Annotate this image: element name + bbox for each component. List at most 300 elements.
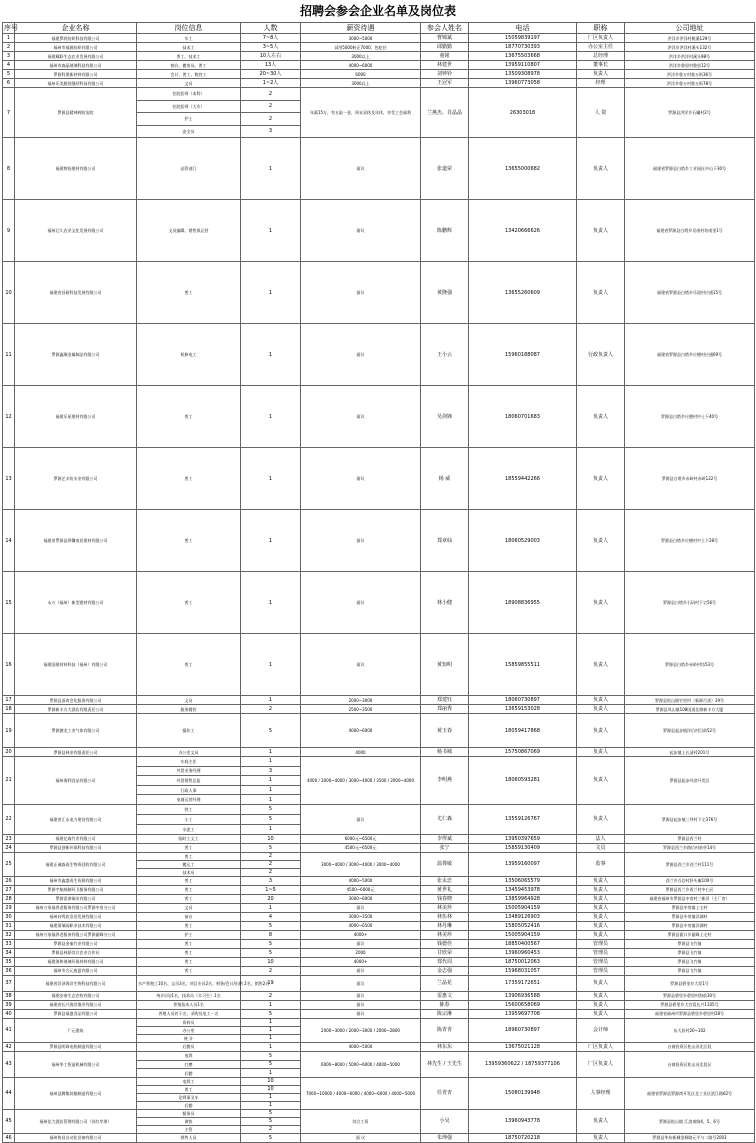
row-no: 34 (3, 948, 15, 957)
row-no: 39 (3, 1000, 15, 1009)
contact-name: 陈鹏辉 (421, 200, 469, 262)
salary: 4000~5000 (301, 876, 421, 885)
company-address: 罗源县飞竹镇 (625, 939, 755, 948)
company-name: 福州市福源纺织有限公司 (15, 43, 137, 52)
position: 会计、普工、数控工 (137, 70, 241, 79)
company-address: 罗源县白塔乡赤岭村坊53号 (625, 634, 755, 696)
headcount: 5 (241, 1060, 301, 1069)
table-row (3, 921, 755, 930)
company-address: 罗源县飞竹镇 (625, 957, 755, 966)
row-no: 16 (3, 634, 15, 696)
headcount: 1 (241, 1042, 301, 1051)
table-row (3, 991, 755, 1000)
table-row (3, 975, 755, 991)
headcount: 5 (241, 1109, 301, 1117)
table-row (3, 804, 755, 814)
job-title: 董事长 (577, 61, 625, 70)
headcount: 1 (241, 1101, 301, 1109)
contact-name: 王小云 (421, 324, 469, 386)
position: 小工 (137, 814, 241, 824)
salary: 面议 (301, 634, 421, 696)
row-no: 38 (3, 991, 15, 1000)
table-row (3, 572, 755, 634)
company-address: 罗源县白塔乡石码村下宅56号 (625, 572, 755, 634)
position: 住院医师（本科） (137, 88, 241, 101)
table-row (3, 324, 755, 386)
job-title: 负责人 (577, 921, 625, 930)
phone: 13960943778 (469, 1109, 577, 1133)
headcount: 1 (241, 1026, 301, 1034)
job-title: 负责人 (577, 1000, 625, 1009)
contact-name: 甘欣荣 (421, 948, 469, 957)
contact-name: 童铭 (421, 52, 469, 61)
headcount: 1 (241, 634, 301, 696)
salary: 3000~6000 (301, 894, 421, 903)
company-address: 东大居村20~102 (625, 1018, 755, 1042)
phone: 18770730393 (469, 43, 577, 52)
position: 普工 (137, 510, 241, 572)
job-title: 会计师 (577, 1018, 625, 1042)
headcount: 1 (241, 138, 301, 200)
headcount: 1 (241, 1069, 301, 1078)
job-title: 管理员 (577, 948, 625, 957)
company-address: 洪洋乡鲁里村鲁里12号 (625, 61, 755, 70)
header-position: 岗位信息 (137, 23, 241, 34)
position: 铁工 (137, 804, 241, 814)
header-address: 公司地址 (625, 23, 755, 34)
contact-name: 黄知明 (421, 634, 469, 696)
company-address: 福建省罗源县罗源湾开发区北工业区滨江路62号 (625, 1077, 755, 1109)
phone: 13859964928 (469, 894, 577, 903)
headcount: 1 (241, 262, 301, 324)
row-no: 4 (3, 61, 15, 70)
position: 电焊工 (137, 1077, 241, 1085)
company-address: 福建省罗源县白塔乡吴南村坊南里1号 (625, 200, 755, 262)
company-name: 福州芯久农业文化发展有限公司 (15, 200, 137, 262)
contact-name: 雷惠文 (421, 991, 469, 1000)
phone: 15859130409 (469, 843, 577, 852)
contact-name: 张永忠 (421, 876, 469, 885)
company-address: 罗源县霍口乡霍峰上宅村 (625, 930, 755, 939)
position: 统 计 (137, 1034, 241, 1042)
header-title: 职称 (577, 23, 625, 34)
job-title: 负责人 (577, 894, 625, 903)
job-title: 负责人 (577, 930, 625, 939)
row-no: 46 (3, 1133, 15, 1142)
row-no: 2 (3, 43, 15, 52)
job-title: 管理员 (577, 966, 625, 975)
position: 外贸业务经理 (137, 766, 241, 776)
salary: 面议 (301, 386, 421, 448)
row-no: 11 (3, 324, 15, 386)
company-name: 福州协昌自动化设备有限公司 (15, 1133, 137, 1142)
row-no: 43 (3, 1051, 15, 1077)
salary: 2500~3500 (301, 705, 421, 714)
phone: 15005904159 (469, 930, 577, 939)
phone: 18060529003 (469, 510, 577, 572)
row-no: 41 (3, 1018, 15, 1042)
headcount: 10人左右 (241, 52, 301, 61)
company-name: 罗源县精神病防治院 (15, 88, 137, 138)
salary: 4000+ (301, 957, 421, 966)
phone: 15968031057 (469, 966, 577, 975)
headcount: 2 (241, 860, 301, 868)
table-row (3, 1077, 755, 1085)
phone: 15805052416 (469, 921, 577, 930)
company-address: 罗源县碧里乡碧里村海前30号 (625, 991, 755, 1000)
headcount: 1 (241, 200, 301, 262)
phone: 26303018 (469, 88, 577, 138)
headcount: 2 (241, 1125, 301, 1133)
position: 普工 (137, 876, 241, 885)
headcount: 1 (241, 572, 301, 634)
headcount: 1 (241, 748, 301, 757)
row-no: 36 (3, 966, 15, 975)
job-title: 总经理 (577, 52, 625, 61)
table-row (3, 634, 755, 696)
phone: 13459453978 (469, 885, 577, 894)
salary: 面议 (301, 966, 421, 975)
salary: 3000以上 (301, 79, 421, 88)
headcount: 5 (241, 1009, 301, 1018)
headcount: 1 (241, 785, 301, 795)
company-name: 福州市合元废夏有限公司 (15, 966, 137, 975)
salary: 面议 (301, 262, 421, 324)
position: 车间主任 (137, 757, 241, 767)
phone: 18060730897 (469, 696, 577, 705)
company-name: 罗源县林业有限责任公司 (15, 748, 137, 757)
table-row (3, 852, 755, 860)
job-title: 负责人 (577, 1133, 625, 1142)
salary: 面议 (301, 510, 421, 572)
job-title: 负责人 (577, 714, 625, 748)
headcount: 5 (241, 804, 301, 814)
row-no: 10 (3, 262, 15, 324)
company-name: 福建正诚森再生物资回收有限公司 (15, 852, 137, 876)
company-name: 罗源德龙工业气体有限公司 (15, 714, 137, 748)
position: 调协 (137, 1117, 241, 1125)
company-name: 福建乐星建材有限公司 (15, 386, 137, 448)
company-name: 福州海利食品有限公司 (15, 757, 137, 805)
phone: 18750720218 (469, 1133, 577, 1142)
contact-name: 郑建钰 (421, 696, 469, 705)
phone: 13509308978 (469, 70, 577, 79)
phone: 18060593281 (469, 757, 577, 805)
company-address: 罗源县洪洋乡石罐村2号 (625, 88, 755, 138)
contact-name: 杨 威 (421, 448, 469, 510)
position: 普工 (137, 948, 241, 957)
table-row (3, 1133, 755, 1142)
position: 后勤 (137, 1069, 241, 1078)
job-title: 负责人 (577, 912, 625, 921)
salary: 年薪15万，有五险一金，周末双休及年休，享受工会福利 (301, 88, 421, 138)
salary: 3000以上 (301, 52, 421, 61)
job-title: 行政负责人 (577, 324, 625, 386)
phone: 13959160097 (469, 852, 577, 876)
row-no: 24 (3, 843, 15, 852)
position: 普工 (137, 852, 241, 860)
company-address: 罗源县碧里乡大官坂长兴1105号 (625, 1000, 755, 1009)
position: 普工 (137, 885, 241, 894)
row-no: 9 (3, 200, 15, 262)
job-title: 负责人 (577, 448, 625, 510)
row-no: 32 (3, 930, 15, 939)
table-row (3, 705, 755, 714)
position: 主管 (137, 1125, 241, 1133)
phone: 18559442266 (469, 448, 577, 510)
position: 水产养殖工10名、文员3名、项目专员2名、财务/会计/出纳 2名，销售2名 (137, 975, 241, 991)
contact-name: 林伍林 (421, 912, 469, 921)
salary: 面议 (301, 975, 421, 991)
row-no: 6 (3, 79, 15, 88)
position: 操作工 (137, 714, 241, 748)
position: 后勤 (137, 1101, 241, 1109)
headcount: 3~5人 (241, 43, 301, 52)
position: 文员编辑，销售保运营 (137, 200, 241, 262)
position: 前台 (137, 912, 241, 921)
company-address: 福建省罗源县白塔乡应德村应通69号 (625, 324, 755, 386)
headcount: 2 (241, 100, 301, 113)
job-title: 人事经理 (577, 1077, 625, 1109)
contact-name: 林丹琳 (421, 921, 469, 930)
job-title: 负责人 (577, 634, 625, 696)
position: 文员 (137, 696, 241, 705)
company-name: 广元建筑 (15, 1018, 137, 1042)
job-title: 负责人 (577, 696, 625, 705)
header-company: 企业名称 (15, 23, 137, 34)
row-no: 17 (3, 696, 15, 705)
company-name: 福建罗欣纺织科技有限公司 (15, 34, 137, 43)
headcount: 5 (241, 921, 301, 930)
salary: 4000~6000 (301, 714, 421, 748)
job-title: 负责人 (577, 200, 625, 262)
table-row (3, 386, 755, 448)
company-address: 福建省福州市罗源县碧里乡碧里村28号 (625, 1009, 755, 1018)
row-no: 14 (3, 510, 15, 572)
contact-name: 林美珍 (421, 930, 469, 939)
job-title: 厂区负责人 (577, 1042, 625, 1051)
company-address: 洪洋乡鲁万村鲁万街36号 (625, 70, 755, 79)
company-name: 福州佳大酒店管理有限公司（苏红苹果） (15, 1109, 137, 1133)
salary: 面议 (301, 572, 421, 634)
phone: 15859855511 (469, 634, 577, 696)
table-row (3, 510, 755, 572)
position: 护士 (137, 113, 241, 126)
company-name: 罗源县福盛食品有限公司 (15, 1009, 137, 1018)
row-no: 8 (3, 138, 15, 200)
row-no: 31 (3, 921, 15, 930)
contact-name: 尤仁森 (421, 804, 469, 834)
headcount: 20~30人 (241, 70, 301, 79)
row-no: 42 (3, 1042, 15, 1051)
headcount: 3 (241, 125, 301, 138)
headcount: 10 (241, 1077, 301, 1085)
position: 打磨 (137, 1060, 241, 1069)
contact-name: 任青青 (421, 1077, 469, 1109)
contact-name: 王冠军 (421, 79, 469, 88)
company-address: 罗源县松山镇 江滨南路4、5、6号 (625, 1109, 755, 1133)
phone: 13489126903 (469, 912, 577, 921)
contact-name: 小吴 (421, 1109, 469, 1133)
position: 技术员 (137, 868, 241, 876)
job-title: 负责人 (577, 885, 625, 894)
headcount: 2 (241, 966, 301, 975)
company-address: 罗源县飞竹镇 (625, 966, 755, 975)
salary: 面议 (301, 804, 421, 834)
job-title: 负责人 (577, 705, 625, 714)
salary: 4000 / 3000~4000 / 3000~4000 / 3500 / 2000~4000 (301, 757, 421, 805)
headcount: 8 (241, 930, 301, 939)
contact-name: 郑章仙 (421, 510, 469, 572)
row-no: 20 (3, 748, 15, 757)
row-no: 15 (3, 572, 15, 634)
salary: 4000~5000 (301, 1042, 421, 1051)
table-row (3, 138, 755, 200)
company-name: 罗源雷泰铜业有限公司 (15, 894, 137, 903)
contact-name: 温尊敏 (421, 852, 469, 876)
job-title: 负责人 (577, 903, 625, 912)
company-name: 罗源新丰方大酒店有限责任公司 (15, 705, 137, 714)
contact-name: 朱坤强 (421, 1133, 469, 1142)
job-title: 经理 (577, 79, 625, 88)
position: 养殖人员若干名、采购及电工一名 (137, 1009, 241, 1018)
position: 普工 (137, 921, 241, 930)
job-title: 负责人 (577, 1109, 625, 1133)
table-row (3, 948, 755, 957)
salary: 4000+ (301, 930, 421, 939)
position: 搬运工 (137, 860, 241, 868)
phone: 13675503668 (469, 52, 577, 61)
row-no: 37 (3, 975, 15, 991)
salary: 面议 (301, 903, 421, 912)
headcount: 1 (241, 757, 301, 767)
company-address: 罗源县起步镇洋后村目前52号 (625, 714, 755, 748)
headcount: 5 (241, 1051, 301, 1060)
position: 后勤员 (137, 1042, 241, 1051)
table-row (3, 939, 755, 948)
contact-name: 陈青青 (421, 1018, 469, 1042)
phone: 18059417868 (469, 714, 577, 748)
phone: 13420666626 (469, 200, 577, 262)
position: 普工、技术工 (137, 52, 241, 61)
table-row (3, 696, 755, 705)
position: 普工 (137, 386, 241, 448)
company-name: 福建省罗源县珍馨家居建材有限公司 (15, 510, 137, 572)
company-address: 台商投资区松山河北区段 (625, 1042, 755, 1051)
salary: 3000~5000 (301, 34, 421, 43)
headcount: 2 (241, 991, 301, 1000)
job-title: 监事 (577, 852, 625, 876)
table-row (3, 876, 755, 885)
job-title: 负责人 (577, 262, 625, 324)
company-address: 起步镇上长清村201号 (625, 748, 755, 757)
phone: 18850400567 (469, 939, 577, 948)
headcount: 1 (241, 776, 301, 786)
table-row (3, 748, 755, 757)
position: 电焊 (137, 1051, 241, 1060)
contact-name: 林建世 (421, 61, 469, 70)
phone: 18908836955 (469, 572, 577, 634)
salary: 面议 (301, 991, 421, 1000)
company-name: 罗源宇航纸制环卫服务有限公司 (15, 885, 137, 894)
company-address: 罗源县西兰乡西兰村111号 (625, 852, 755, 876)
phone: 18750012063 (469, 957, 577, 966)
headcount: 1 (241, 448, 301, 510)
phone: 13959697708 (469, 1009, 577, 1018)
phone: 13506065579 (469, 876, 577, 885)
company-name: 福建耀联生态农业发展有限公司 (15, 52, 137, 61)
headcount: 1 (241, 510, 301, 572)
row-no: 30 (3, 912, 15, 921)
page-title: 招聘会参会企业名单及岗位表 (299, 4, 456, 18)
position: 临时工文工 (137, 834, 241, 843)
contact-name: 吴剑锋 (421, 386, 469, 448)
company-address: 罗源县凤山镇108国道北路新丰方大厦 (625, 705, 755, 714)
contact-name: 兰晶花 (421, 975, 469, 991)
table-row (3, 957, 755, 966)
phone: 17359172651 (469, 975, 577, 991)
company-address: 罗源县中房镇洋湖村 (625, 921, 755, 930)
company-address: 台商投资区松山河北段区 (625, 1051, 755, 1077)
salary: 面议 (301, 939, 421, 948)
salary: 2000~3000 / 2000~3000 / 2000~2800 (301, 1018, 421, 1042)
company-name: 福州万家福养老服务有限公司罗源霍峰分公司 (15, 930, 137, 939)
row-no: 25 (3, 852, 15, 876)
company-name: 福州乐美服装缝纫科技有限公司 (15, 79, 137, 88)
job-title: 文员 (577, 843, 625, 852)
salary: 4000 (301, 748, 421, 757)
company-name: 福建安泰生态农牧有限公司 (15, 991, 137, 1000)
contact-name: 黄隆强 (421, 262, 469, 324)
table-row (3, 88, 755, 101)
row-no: 44 (3, 1077, 15, 1109)
job-title: 人 资 (577, 88, 625, 138)
company-name: 福建省洋泽海洋生物科技有限公司 (15, 975, 137, 991)
table-row (3, 1042, 755, 1051)
headcount: 1~2人 (241, 79, 301, 88)
job-title: 管理员 (577, 939, 625, 948)
phone: 15080139948 (469, 1077, 577, 1109)
headcount: 1 (241, 795, 301, 805)
position: 普工 (137, 634, 241, 696)
job-title: 负责人 (577, 876, 625, 885)
headcount: 5 (241, 1117, 301, 1125)
job-title: 厂区负责人 (577, 1051, 625, 1077)
salary: 面 议 (301, 1133, 421, 1142)
row-no: 21 (3, 757, 15, 805)
salary: 面议 (301, 1009, 421, 1018)
position: 服务餐饮 (137, 705, 241, 714)
company-address: 洪洋乡洪洋村溪头98号 (625, 52, 755, 61)
phone: 13655000682 (469, 138, 577, 200)
contact-name: 张宁 (421, 843, 469, 852)
job-title: 负责人 (577, 386, 625, 448)
header-phone: 电话 (469, 23, 577, 34)
table-row (3, 79, 755, 88)
job-title: 负责人 (577, 975, 625, 991)
headcount: 4 (241, 912, 301, 921)
headcount: 20 (241, 894, 301, 903)
company-name: 罗源县林原综合农业合作社 (15, 948, 137, 957)
salary: 面议 (301, 324, 421, 386)
job-title: 管理员 (577, 957, 625, 966)
contact-name: 张道荣 (421, 138, 469, 200)
phone: 15059839197 (469, 34, 577, 43)
position: 文员 (137, 79, 241, 88)
row-no: 3 (3, 52, 15, 61)
job-title: 负责人 (577, 757, 625, 805)
table-row (3, 843, 755, 852)
